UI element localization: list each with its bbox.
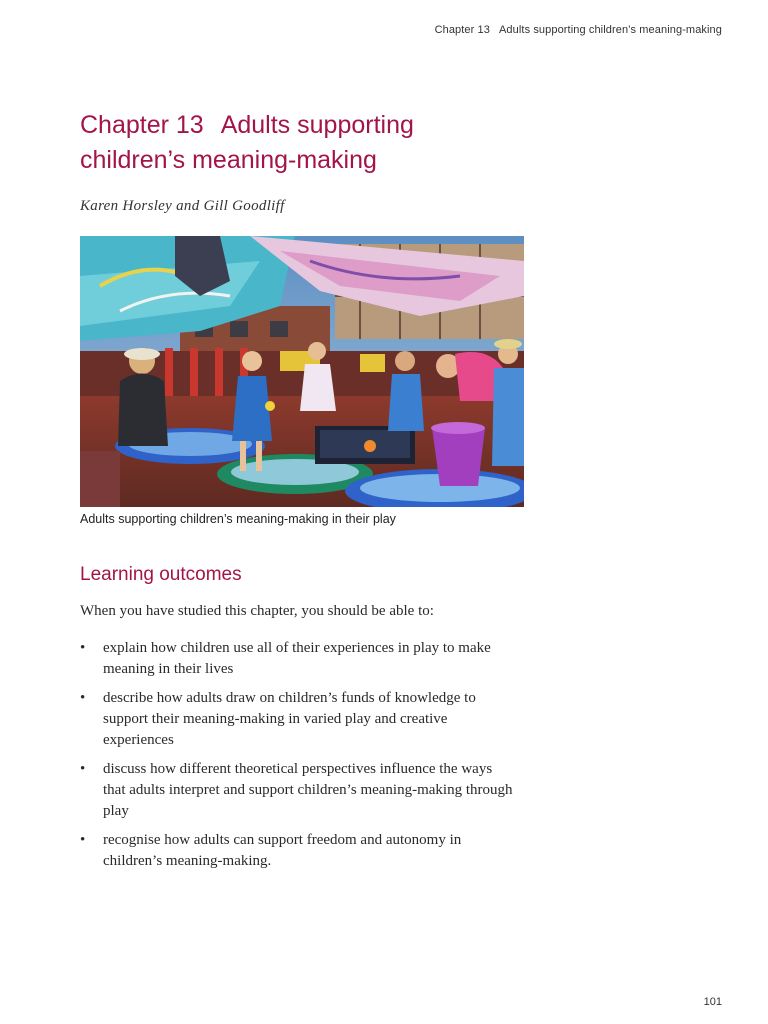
learning-outcomes-heading: Learning outcomes <box>80 564 242 585</box>
page-number: 101 <box>703 996 722 1008</box>
chapter-title-line-2: children’s meaning-making <box>80 146 377 174</box>
list-item-line: discuss how different theoretical perspectives influence the ways <box>103 761 493 777</box>
chapter-number: Chapter 13 <box>80 111 204 139</box>
list-item-line: explain how children use all of their experiences in play to make <box>103 640 491 656</box>
list-item <box>80 830 580 872</box>
bullet-icon: • <box>80 690 86 706</box>
bullet-icon: • <box>80 640 86 656</box>
learning-outcomes-intro: When you have studied this chapter, you should be able to: <box>80 603 434 619</box>
list-item <box>80 638 580 680</box>
chapter-title-line-1 <box>80 108 640 143</box>
list-item <box>80 688 580 751</box>
list-item-line: describe how adults draw on children’s funds of knowledge to <box>103 690 476 706</box>
list-item-line: children’s meaning-making. <box>103 853 272 869</box>
chapter-title <box>80 108 640 178</box>
list-item-line: play <box>103 803 129 819</box>
list-item-line: support their meaning-making in varied play and creative <box>103 711 448 727</box>
chapter-photo <box>80 236 524 507</box>
chapter-title-part-1: Adults supporting <box>220 111 414 139</box>
learning-outcomes-list <box>80 638 580 880</box>
running-header <box>435 24 722 36</box>
list-item-line: meaning in their lives <box>103 661 234 677</box>
list-item-line: experiences <box>103 732 174 748</box>
authors: Karen Horsley and Gill Goodliff <box>80 198 285 214</box>
photo-caption: Adults supporting children’s meaning-making in their play <box>80 512 396 526</box>
list-item-line: recognise how adults can support freedom and autonomy in <box>103 832 462 848</box>
list-item <box>80 759 580 822</box>
bullet-icon: • <box>80 832 86 848</box>
bullet-icon: • <box>80 761 86 777</box>
running-header-topic: Adults supporting children’s meaning-making <box>499 24 722 36</box>
running-header-chapter: Chapter 13 <box>434 24 490 36</box>
list-item-line: that adults interpret and support children’s meaning-making through <box>103 782 513 798</box>
